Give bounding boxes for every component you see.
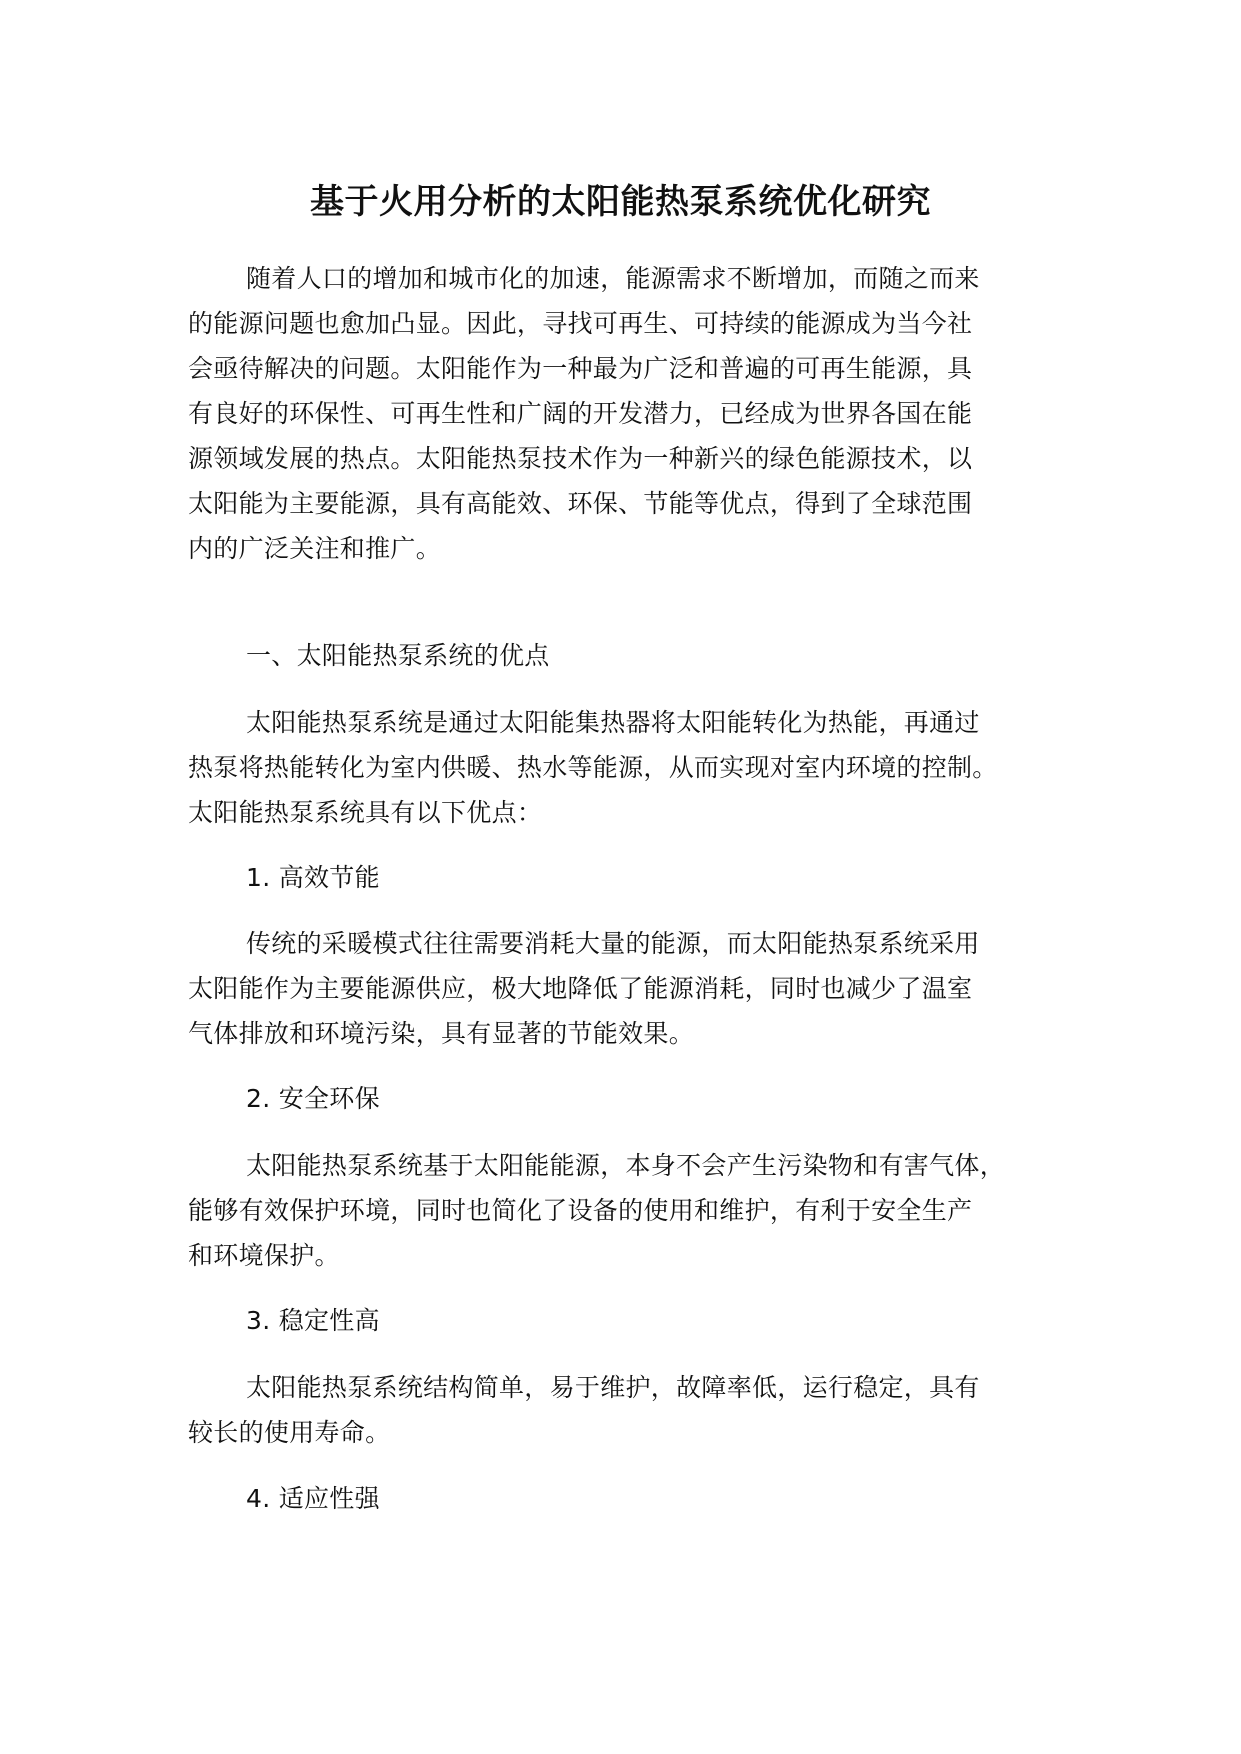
- paragraph-line: 太阳能热泵系统基于太阳能能源，本身不会产生污染物和有害气体，: [246, 1151, 1006, 1180]
- paragraph-line: 热泵将热能转化为室内供暖、热水等能源，从而实现对室内环境的控制。: [188, 753, 998, 782]
- paragraph-line: 太阳能为主要能源，具有高能效、环保、节能等优点，得到了全球范围: [188, 489, 973, 518]
- section-paragraph: [188, 700, 1078, 835]
- paragraph-line: 较长的使用寿命。: [188, 1418, 391, 1447]
- intro-paragraph: [188, 256, 1078, 571]
- paragraph-line: 能够有效保护环境，同时也简化了设备的使用和维护，有利于安全生产: [188, 1196, 973, 1225]
- item-paragraph-safety: [188, 1143, 1078, 1278]
- item-paragraph-efficiency: [188, 921, 1078, 1056]
- paragraph-line: 内的广泛关注和推广。: [188, 534, 442, 563]
- paragraph-line: 太阳能热泵系统具有以下优点：: [188, 798, 543, 827]
- section-heading-advantages: 一、太阳能热泵系统的优点: [246, 641, 550, 670]
- paragraph-line: 会亟待解决的问题。太阳能作为一种最为广泛和普遍的可再生能源，具: [188, 354, 973, 383]
- paragraph-line: 太阳能热泵系统是通过太阳能集热器将太阳能转化为热能，再通过: [246, 708, 980, 737]
- paragraph-line: 源领域发展的热点。太阳能热泵技术作为一种新兴的绿色能源技术，以: [188, 444, 973, 473]
- item-heading-stability: 3. 稳定性高: [246, 1306, 380, 1335]
- paragraph-line: 随着人口的增加和城市化的加速，能源需求不断增加，而随之而来: [246, 264, 980, 293]
- item-heading-adaptability: 4. 适应性强: [246, 1484, 380, 1513]
- paragraph-line: 的能源问题也愈加凸显。因此，寻找可再生、可持续的能源成为当今社: [188, 309, 973, 338]
- item-paragraph-stability: [188, 1365, 1078, 1455]
- paragraph-line: 有良好的环保性、可再生性和广阔的开发潜力，已经成为世界各国在能: [188, 399, 973, 428]
- item-heading-safety: 2. 安全环保: [246, 1084, 380, 1113]
- paragraph-line: 气体排放和环境污染，具有显著的节能效果。: [188, 1019, 695, 1048]
- paragraph-line: 和环境保护。: [188, 1241, 340, 1270]
- item-heading-efficiency: 1. 高效节能: [246, 863, 380, 892]
- paragraph-line: 传统的采暖模式往往需要消耗大量的能源，而太阳能热泵系统采用: [246, 929, 980, 958]
- paragraph-line: 太阳能热泵系统结构简单，易于维护，故障率低，运行稳定，具有: [246, 1373, 980, 1402]
- paragraph-line: 太阳能作为主要能源供应，极大地降低了能源消耗，同时也减少了温室: [188, 974, 973, 1003]
- document-title: 基于火用分析的太阳能热泵系统优化研究: [310, 182, 931, 222]
